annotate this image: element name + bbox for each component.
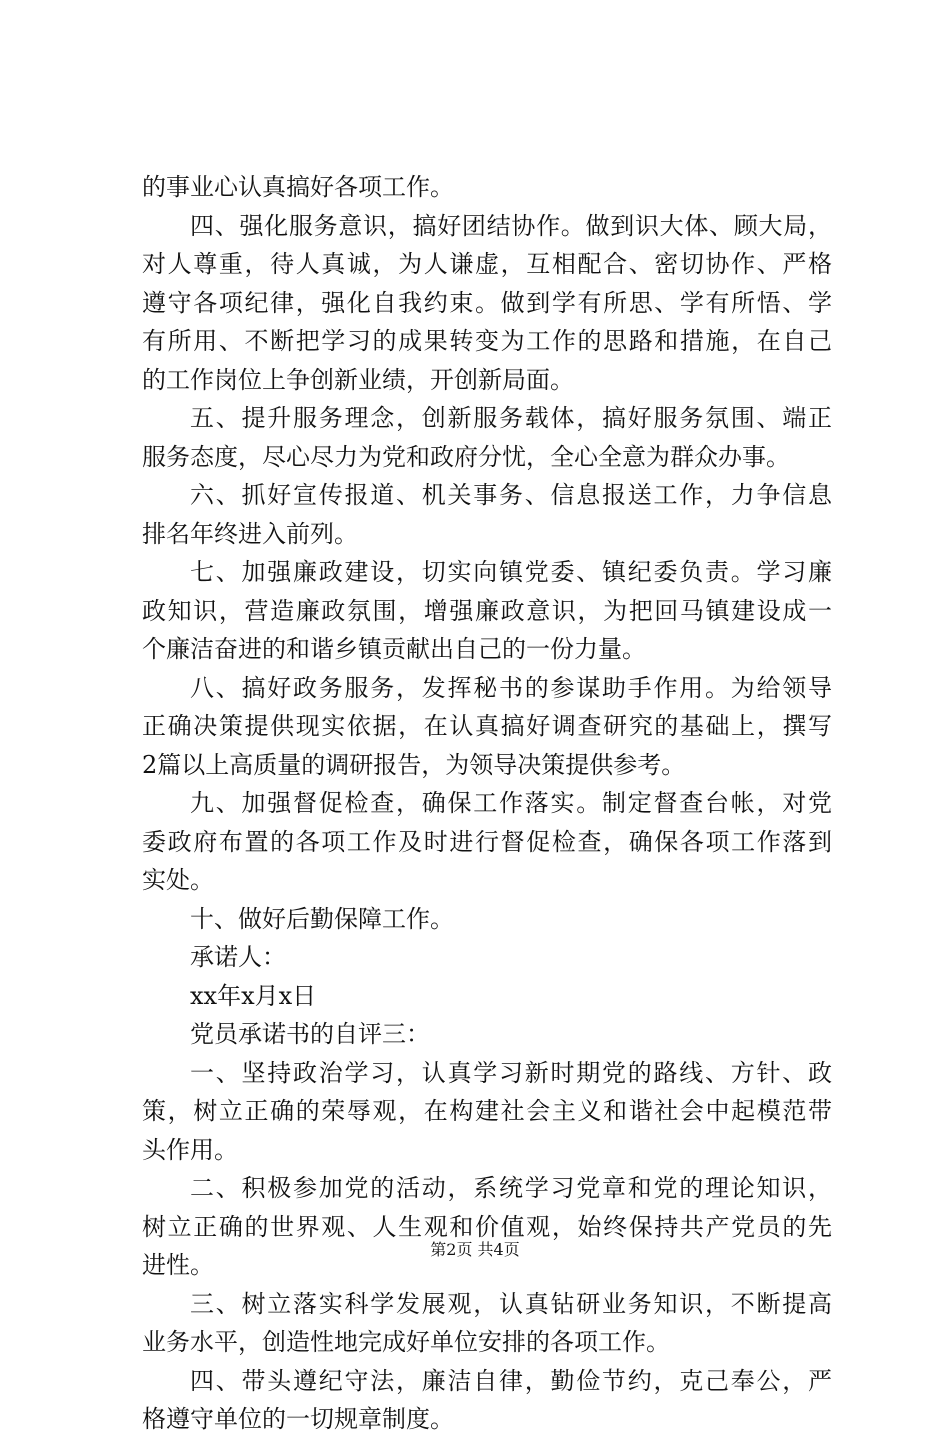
text-line: 格遵守单位的一切规章制度。 xyxy=(142,1405,454,1433)
text-line: 头作用。 xyxy=(142,1135,238,1164)
text-line: 二、积极参加党的活动，系统学习党章和党的理论知识， xyxy=(190,1174,832,1202)
text-line: 个廉洁奋进的和谐乡镇贡献出自己的一份力量。 xyxy=(142,635,646,663)
page-footer: 第2页 共4页 xyxy=(430,1240,520,1259)
text-line: 进性。 xyxy=(142,1251,214,1279)
text-line: 2篇以上高质量的调研报告，为领导决策提供参考。 xyxy=(142,750,686,779)
text-line: 策，树立正确的荣辱观，在构建社会主义和谐社会中起模范带 xyxy=(142,1097,832,1125)
text-line: 承诺人： xyxy=(190,943,286,971)
text-line: 业务水平，创造性地完成好单位安排的各项工作。 xyxy=(142,1328,670,1356)
text-line: xx年x月x日 xyxy=(190,981,317,1010)
text-line: 党员承诺书的自评三： xyxy=(190,1020,430,1048)
text-line: 对人尊重，待人真诚，为人谦虚，互相配合、密切协作、严格 xyxy=(142,250,832,278)
text-line: 遵守各项纪律，强化自我约束。做到学有所思、学有所悟、学 xyxy=(142,288,832,317)
text-line: 委政府布置的各项工作及时进行督促检查，确保各项工作落到 xyxy=(142,827,832,856)
text-line: 四、带头遵纪守法，廉洁自律，勤俭节约，克己奉公，严 xyxy=(190,1366,832,1395)
text-line: 政知识，营造廉政氛围，增强廉政意识，为把回马镇建设成一 xyxy=(142,596,832,625)
text-line: 排名年终进入前列。 xyxy=(142,519,358,548)
text-line: 十、做好后勤保障工作。 xyxy=(190,904,454,933)
text-line: 有所用、不断把学习的成果转变为工作的思路和措施，在自己 xyxy=(142,327,832,355)
text-line: 服务态度，尽心尽力为党和政府分忧，全心全意为群众办事。 xyxy=(142,442,790,471)
text-line: 四、强化服务意识，搞好团结协作。做到识大体、顾大局， xyxy=(190,211,832,240)
text-line: 九、加强督促检查，确保工作落实。制定督查台帐，对党 xyxy=(190,789,832,817)
text-line: 八、搞好政务服务，发挥秘书的参谋助手作用。为给领导 xyxy=(190,673,832,702)
text-line: 七、加强廉政建设，切实向镇党委、镇纪委负责。学习廉 xyxy=(190,558,832,586)
text-line: 的事业心认真搞好各项工作。 xyxy=(142,173,454,201)
text-line: 三、树立落实科学发展观，认真钻研业务知识，不断提高 xyxy=(190,1289,832,1318)
text-line: 正确决策提供现实依据，在认真搞好调查研究的基础上，撰写 xyxy=(142,712,832,740)
text-line: 六、抓好宣传报道、机关事务、信息报送工作，力争信息 xyxy=(190,481,832,509)
text-line: 的工作岗位上争创新业绩，开创新局面。 xyxy=(142,365,574,394)
text-line: 五、提升服务理念，创新服务载体，搞好服务氛围、端正 xyxy=(190,404,832,432)
text-line: 一、坚持政治学习，认真学习新时期党的路线、方针、政 xyxy=(190,1058,832,1087)
text-line: 实处。 xyxy=(142,866,214,894)
text-line: 树立正确的世界观、人生观和价值观，始终保持共产党员的先 xyxy=(142,1212,832,1241)
